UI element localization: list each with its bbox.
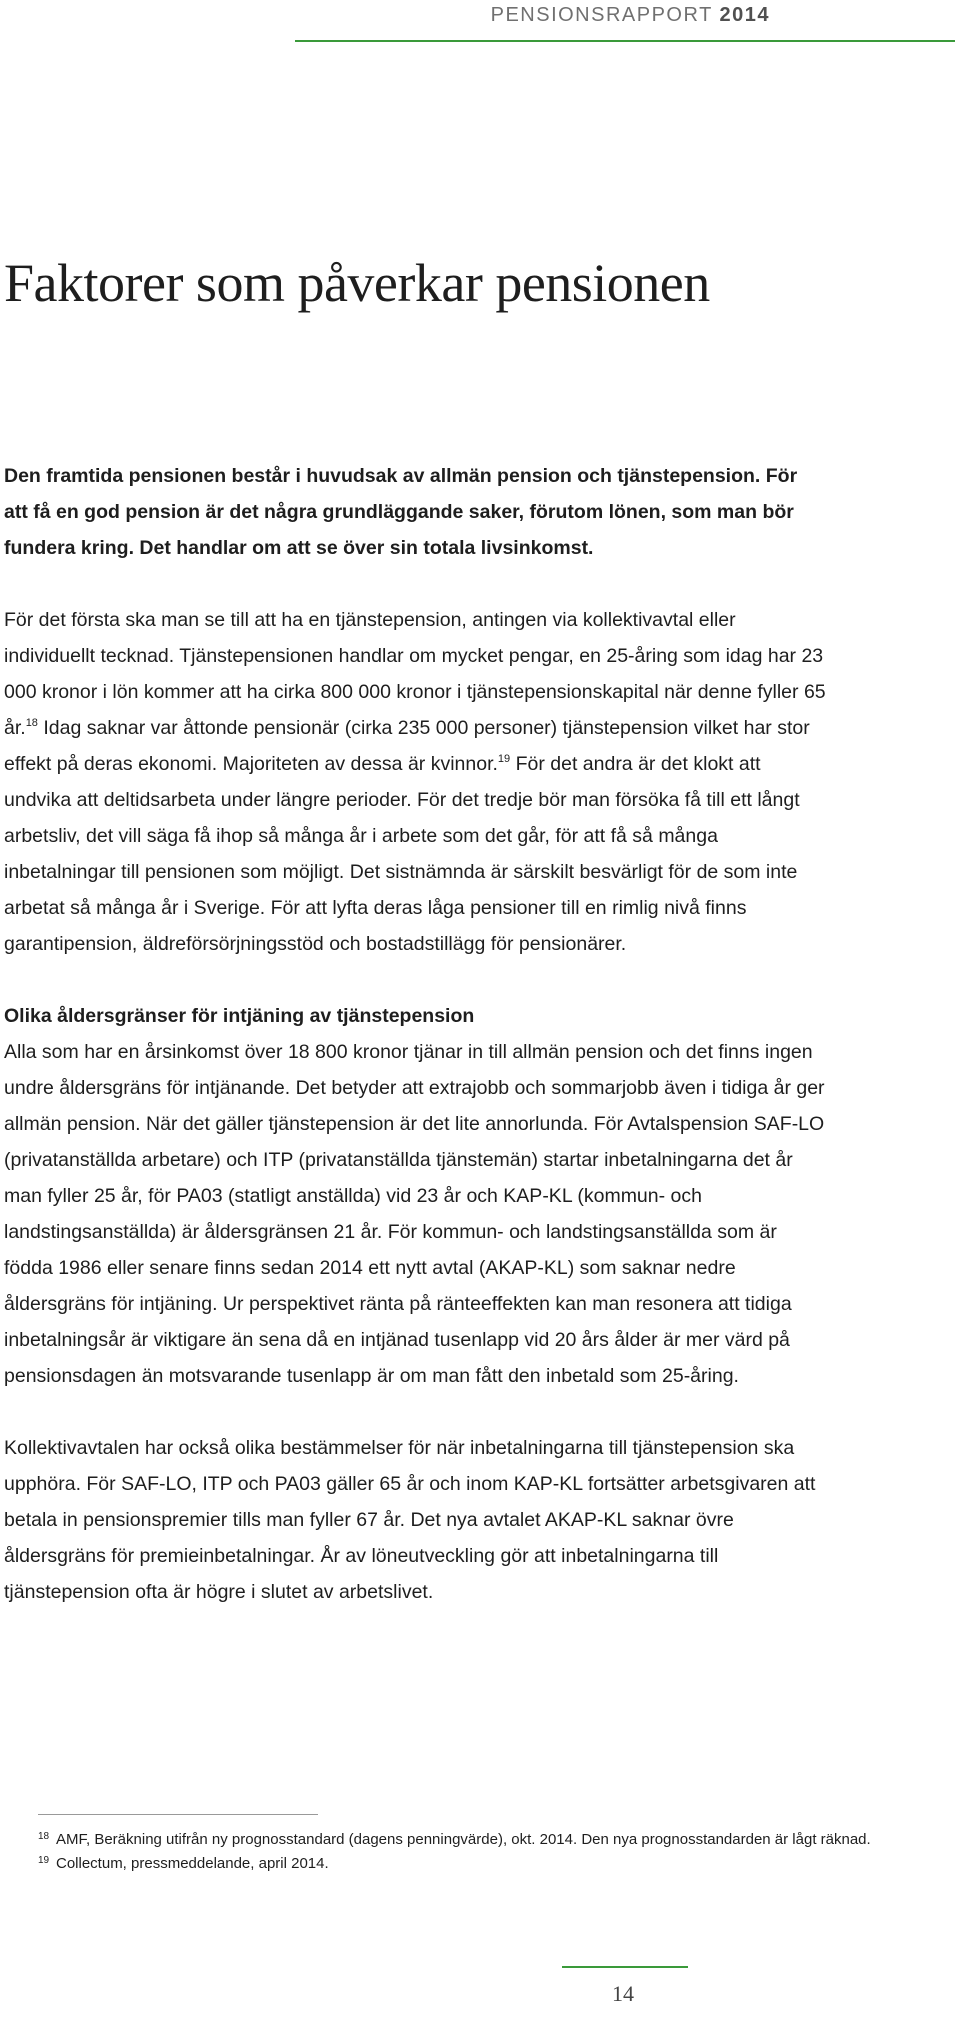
page-number-rule: [562, 1966, 688, 1968]
body-paragraph-1: [4, 602, 826, 962]
footnote-item: [38, 1828, 958, 1852]
footnotes: [38, 1828, 958, 1876]
footnote-text: AMF, Beräkning utifrån ny prognosstandard (dagens penningvärde), okt. 2014. Den nya prognosstandarden är lågt räknad.: [56, 1831, 871, 1848]
paragraph1-part2: Idag saknar var åttonde pensionär (cirka 235 000 personer) tjänstepension vilket har stor effekt på deras ekonomi. Majoriteten av dessa är kvinnor.: [4, 717, 810, 775]
body-paragraph-2: Alla som har en årsinkomst över 18 800 kronor tjänar in till allmän pension och det finns ingen undre åldersgräns för intjänande. Det betyder att extrajobb och sommarjobb även i tidiga år ger allmän pension. När det gäller tjänstepension är det lite annorlunda. För Avtalspension SAF-LO (privatanställda arbetare) och ITP (privatanställda tjänstemän) startar inbetalningarna det år man fyller 25 år, för PA03 (statligt anställda) vid 23 år och KAP-KL (kommun- och landstingsanställda) är åldersgränsen 21 år. För kommun- och landstingsanställda som är födda 1986 eller senare finns sedan 2014 ett nytt avtal (AKAP-KL) som saknar nedre åldersgräns för intjäning. Ur perspektivet ränta på ränteeffekten kan man resonera att tidiga inbetalningsår är viktigare än sena då en intjänad tusenlapp vid 20 års ålder är mer värd på pensionsdagen än motsvarande tusenlapp är om man fått den inbetald som 25-åring.: [4, 1041, 825, 1387]
footnote-item: [38, 1852, 958, 1876]
section-subheading: Olika åldersgränser för intjäning av tjänstepension: [4, 1005, 475, 1027]
footnote-ref-19[interactable]: 19: [497, 753, 511, 765]
footnote-text: Collectum, pressmeddelande, april 2014.: [56, 1855, 329, 1872]
paragraph1-part1: För det första ska man se till att ha en tjänstepension, antingen via kollektivavtal eller individuellt tecknad. Tjänstepensionen handlar om mycket pengar, en 25-åring som idag har 23 000 kronor i lön kommer att ha cirka 800 000 kronor i tjänstepensionskapital när denne fyller 65 år.: [4, 609, 826, 739]
page-number: 14: [612, 1981, 634, 2006]
header-year: 2014: [719, 4, 770, 26]
paragraph1-part3: För det andra är det klokt att undvika att deltidsarbeta under längre perioder. För det tredje bör man försöka få till ett långt arbetsliv, det vill säga få ihop så många år i arbete som det går, för att få så många inbetalningar till pensionen som möjligt. Det sistnämnda är särskilt besvärligt för de som inte arbetat så många år i Sverige. För att lyfta deras låga pensioner till en rimlig nivå finns garantipension, äldreförsörjningsstöd och bostadstillägg för pensionärer.: [4, 753, 800, 955]
running-header: [491, 4, 770, 27]
footnote-ref-18[interactable]: 18: [25, 717, 38, 729]
body-paragraph-3: Kollektivavtalen har också olika bestämmelser för när inbetalningarna till tjänstepension ska upphöra. För SAF-LO, ITP och PA03 gäller 65 år och inom KAP-KL fortsätter arbetsgivaren att betala in pensionspremier tills man fyller 67 år. Det nya avtalet AKAP-KL saknar övre åldersgräns för premieinbetalningar. År av löneutveckling gör att inbetalningarna till tjänstepension ofta är högre i slutet av arbetslivet.: [4, 1437, 816, 1603]
main-content: [4, 458, 826, 1610]
intro-paragraph: Den framtida pensionen består i huvudsak av allmän pension och tjänstepension. För att få en god pension är det några grundläggande saker, förutom lönen, som man bör fundera kring. Det handlar om att se över sin totala livsinkomst.: [4, 465, 798, 559]
header-rule: [295, 40, 955, 42]
page-title: Faktorer som påverkar pensionen: [4, 253, 710, 313]
footnote-number: 19: [38, 1855, 50, 1866]
footnote-divider: [38, 1814, 318, 1815]
header-label: PENSIONSRAPPORT: [490, 4, 713, 26]
footnote-number: 18: [38, 1831, 50, 1842]
